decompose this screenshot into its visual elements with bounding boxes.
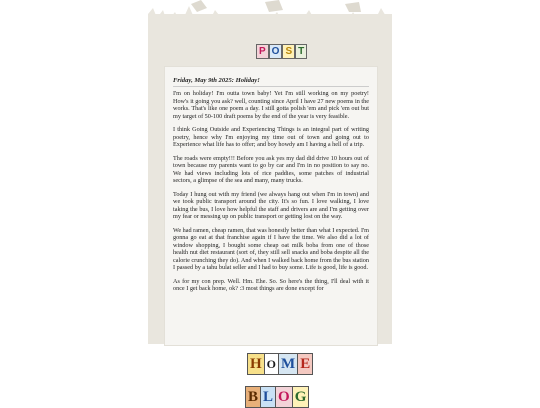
post-date: Friday, May 9th 2025: Holiday! [173,77,369,87]
post-paragraph: I'm on holiday! I'm outta town baby! Yet I'm still working on my poetry! How's it going you ask? well, counting since April I have 27 new poems in the works. That's like one poem a day. I still gotta polish 'em and pick 'em out but my target of 50-100 draft poems by the end of the year is very feasible. [173,90,369,120]
home-letter-h: H [247,353,265,375]
post-paragraph: Today I hung out with my friend (we always hang out when I'm in town) and we took public transport around the city. It's so fun. I love walking, I love taking the bus, I love how helpful the staff and drivers are and I'm getting over my fear or messing up on public transport or getting lost on the way. [173,190,369,220]
home-button[interactable] [247,352,312,376]
blog-letter-l: L [260,386,276,408]
logo-letter-o: O [269,44,283,59]
home-letter-e: E [297,353,313,375]
post-logo [256,44,307,59]
logo-letter-p: P [256,44,269,59]
torn-edge-decoration [145,0,395,40]
post-paragraph: I think Going Outside and Experiencing Things is an integral part of writing poetry, hence why I'm enjoying my time out of town and going out to Experience what life has to offer; and boy howdy am I having a hell of a trip. [173,126,369,148]
logo-letter-s: S [282,44,295,59]
post-content [173,77,369,299]
post-paragraph: The roads were empty!!! Before you ask yes my dad did drive 10 hours out of town because my parents want to go by car and I'm in no position to say no. We had views including lots of rice paddies, some patches of industrial sectors, a glimpse of the sea and many, many trucks. [173,154,369,184]
home-letter-o: O [264,353,279,375]
post-paragraph: We had ramen, cheap ramen, that was honestly better than what I expected. I'm gonna go eat at that franchise again if I have the time. We also did a lot of window shopping, I bought some cheap oat milk boba from one of those health nut diet restaurant (sort of, they still sell snacks and boba despite all the calorie crunching they do). And when I walked back home from the bus station I passed by a tahu bulat seller and I had to buy some. Life is good, life is good. [173,226,369,271]
scroll-fade [165,315,377,345]
blog-letter-b: B [245,386,261,408]
post-paragraph: As for my con prep. Well. Hm. Ehe. So. So here's the thing, I'll deal with it once I get back home, ok? :3 most things are done except for [173,277,369,292]
home-letter-m: M [278,353,298,375]
logo-letter-t: T [295,44,307,59]
blog-letter-o: O [275,386,293,408]
post-sheet[interactable] [164,66,378,346]
blog-letter-g: G [292,386,310,408]
